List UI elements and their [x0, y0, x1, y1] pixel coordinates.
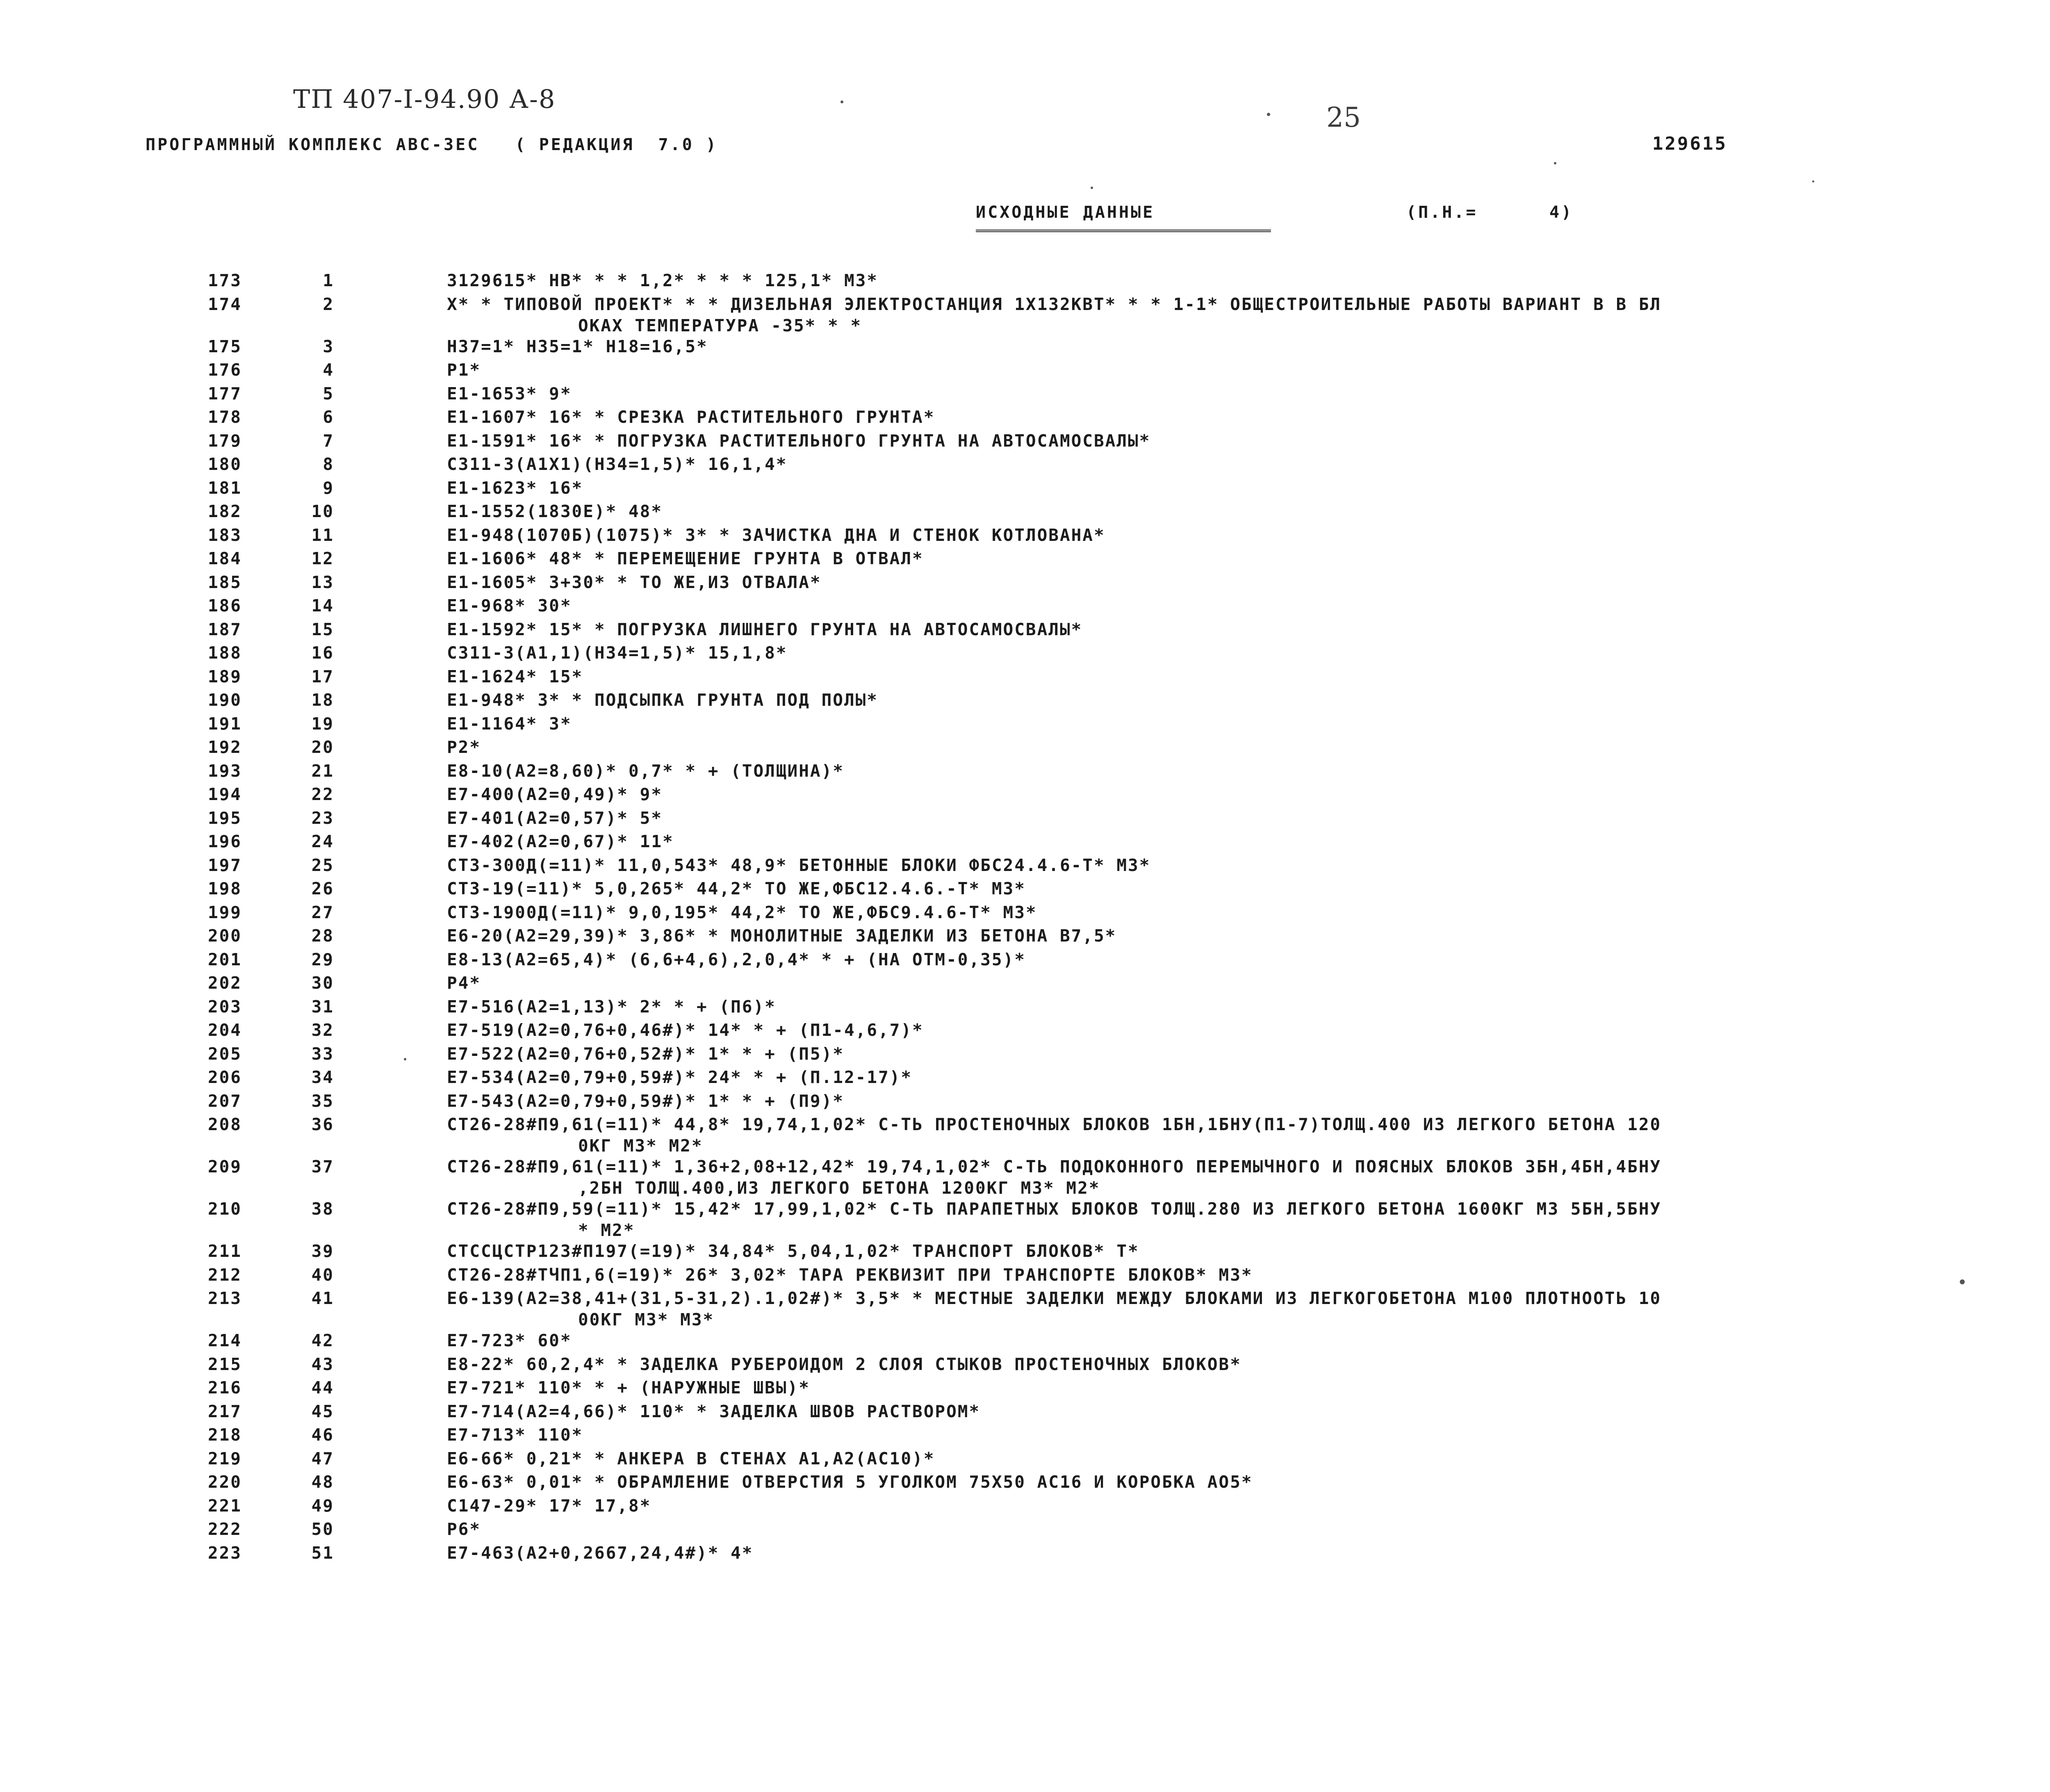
row-text-main: Р6*	[447, 1519, 481, 1539]
row-text-main: Е1-1552(1830Е)* 48*	[447, 502, 663, 521]
line-number: 193	[207, 761, 242, 781]
sequence-number: 33	[311, 1044, 334, 1064]
row-text	[447, 1157, 2050, 1198]
sequence-number: 23	[311, 808, 334, 828]
sequence-number: 2	[323, 294, 334, 314]
sequence-number: 20	[311, 737, 334, 757]
listing-row	[0, 1496, 2050, 1520]
listing-row	[0, 1331, 2050, 1354]
row-text-main: Х* * ТИПОВОЙ ПРОЕКТ* * * ДИЗЕЛЬНАЯ ЭЛЕКТРОСТАНЦИЯ 1Х132КВТ* * * 1-1* ОБЩЕСТРОИТЕЛЬНЫЕ РАБОТЫ ВАРИАНТ В В БЛ	[447, 294, 1662, 314]
row-text	[447, 407, 2050, 427]
row-text	[447, 454, 2050, 474]
sequence-number: 16	[311, 643, 334, 663]
row-text	[447, 620, 2050, 639]
row-text	[447, 1091, 2050, 1111]
line-number: 219	[207, 1448, 242, 1468]
sequence-number: 22	[311, 784, 334, 804]
row-text-main: С311-3(А1Х1)(Н34=1,5)* 16,1,4*	[447, 454, 788, 474]
program-header: ПРОГРАММНЫЙ КОМПЛЕКС АВС-ЗЕС ( РЕДАКЦИЯ 7.0 )	[146, 135, 718, 154]
row-text-main: Е7-534(А2=0,79+0,59#)* 24* * + (П.12-17)*	[447, 1067, 913, 1087]
listing-row	[0, 926, 2050, 950]
scan-speck	[1960, 1279, 1965, 1284]
row-text	[447, 1449, 2050, 1468]
line-number: 211	[207, 1241, 242, 1261]
listing-row	[0, 714, 2050, 738]
line-number: 184	[207, 549, 242, 568]
sequence-number: 27	[311, 902, 334, 922]
row-text	[447, 761, 2050, 781]
row-text	[447, 1519, 2050, 1539]
sequence-number: 6	[323, 407, 334, 427]
line-number: 185	[207, 572, 242, 592]
row-text-main: Е1-1624* 15*	[447, 666, 583, 686]
sequence-number: 41	[311, 1288, 334, 1308]
row-text	[447, 950, 2050, 969]
listing-row	[0, 271, 2050, 294]
listing-row	[0, 950, 2050, 974]
line-number: 186	[207, 596, 242, 616]
sequence-number: 11	[311, 525, 334, 545]
listing-row	[0, 384, 2050, 408]
row-text-main: Р2*	[447, 737, 481, 757]
row-text	[447, 549, 2050, 568]
row-text-main: Е1-948(1070Б)(1075)* 3* * ЗАЧИСТКА ДНА И СТЕНОК КОТЛОВАНА*	[447, 525, 1105, 545]
row-text-main: Е7-522(А2=0,76+0,52#)* 1* * + (П5)*	[447, 1044, 844, 1064]
listing-row	[0, 502, 2050, 525]
row-text-main: С147-29* 17* 17,8*	[447, 1496, 651, 1516]
row-text-main: СТ3-300Д(=11)* 11,0,543* 48,9* БЕТОННЫЕ БЛОКИ ФБС24.4.6-Т* М3*	[447, 855, 1151, 875]
row-text-main: Е8-13(А2=65,4)* (6,6+4,6),2,0,4* * + (НА ОТМ-0,35)*	[447, 949, 1026, 969]
line-number: 201	[207, 949, 242, 969]
sequence-number: 35	[311, 1091, 334, 1111]
row-text	[447, 1331, 2050, 1350]
listing-row	[0, 1449, 2050, 1473]
listing-row	[0, 690, 2050, 714]
row-text	[447, 1199, 2050, 1240]
listing-row	[0, 360, 2050, 384]
line-number: 208	[207, 1115, 242, 1134]
line-number: 218	[207, 1425, 242, 1445]
row-text	[447, 431, 2050, 451]
row-text	[447, 832, 2050, 851]
sequence-number: 36	[311, 1115, 334, 1134]
listing-row	[0, 294, 2050, 337]
row-text	[447, 1378, 2050, 1398]
row-text	[447, 1265, 2050, 1285]
row-text	[447, 690, 2050, 710]
line-number: 216	[207, 1378, 242, 1398]
row-text-main: Е7-713* 110*	[447, 1425, 583, 1445]
row-text	[447, 879, 2050, 898]
line-number: 213	[207, 1288, 242, 1308]
listing-row	[0, 855, 2050, 879]
sequence-number: 1	[323, 271, 334, 290]
row-text-main: СТ26-28#П9,61(=11)* 1,36+2,08+12,42* 19,74,1,02* С-ТЬ ПОДОКОННОГО ПЕРЕМЫЧНОГО И ПОЯСНЫХ БЛОКОВ 3БН,4БН,4БНУ	[447, 1157, 1662, 1176]
line-number: 222	[207, 1519, 242, 1539]
section-title-underline	[976, 230, 1271, 232]
listing-row	[0, 1472, 2050, 1496]
row-text	[447, 1496, 2050, 1516]
row-text-main: Е1-1592* 15* * ПОГРУЗКА ЛИШНЕГО ГРУНТА НА АВТОСАМОСВАЛЫ*	[447, 619, 1083, 639]
sequence-number: 18	[311, 690, 334, 710]
row-text-main: Е7-516(А2=1,13)* 2* * + (П6)*	[447, 996, 776, 1017]
row-text-continuation: * М2*	[578, 1220, 635, 1240]
line-number: 221	[207, 1496, 242, 1516]
row-text-main: СТ26-28#ТЧП1,6(=19)* 26* 3,02* ТАРА РЕКВИЗИТ ПРИ ТРАНСПОРТЕ БЛОКОВ* М3*	[447, 1265, 1253, 1285]
row-text-main: Е6-66* 0,21* * АНКЕРА В СТЕНАХ А1,А2(АС10)*	[447, 1448, 935, 1468]
line-number: 194	[207, 784, 242, 804]
row-text-main: Е1-1623* 16*	[447, 478, 583, 498]
row-text	[447, 1425, 2050, 1445]
row-text	[447, 1020, 2050, 1040]
row-text-main: Р4*	[447, 973, 481, 993]
row-text	[447, 667, 2050, 686]
listing-row	[0, 737, 2050, 761]
row-text	[447, 294, 2050, 335]
line-number: 203	[207, 996, 242, 1017]
line-number: 190	[207, 690, 242, 710]
scan-speck	[404, 1058, 406, 1060]
row-text-main: Е1-1591* 16* * ПОГРУЗКА РАСТИТЕЛЬНОГО ГРУНТА НА АВТОСАМОСВАЛЫ*	[447, 431, 1151, 451]
sequence-number: 14	[311, 596, 334, 616]
row-text-continuation: ОКАХ ТЕМПЕРАТУРА -35* * *	[578, 315, 862, 335]
listing-row	[0, 1091, 2050, 1115]
listing-row	[0, 407, 2050, 431]
sequence-number: 31	[311, 996, 334, 1017]
line-number: 196	[207, 832, 242, 851]
row-text-main: СТ26-28#П9,61(=11)* 44,8* 19,74,1,02* С-ТЬ ПРОСТЕНОЧНЫХ БЛОКОВ 1БН,1БНУ(П1-7)ТОЛЩ.400 ИЗ ЛЕГКОГО БЕТОНА 120	[447, 1115, 1662, 1134]
listing-row	[0, 973, 2050, 997]
line-number: 180	[207, 454, 242, 474]
sequence-number: 43	[311, 1354, 334, 1374]
listing-row	[0, 1067, 2050, 1091]
listing-row	[0, 1425, 2050, 1449]
sequence-number: 40	[311, 1265, 334, 1285]
line-number: 223	[207, 1543, 242, 1563]
sequence-number: 49	[311, 1496, 334, 1516]
row-text-main: Е1-1653* 9*	[447, 383, 572, 404]
scan-speck	[1812, 180, 1814, 182]
line-number: 210	[207, 1199, 242, 1219]
row-text-continuation: 00КГ М3* М3*	[578, 1310, 715, 1329]
row-text	[447, 855, 2050, 875]
row-text-main: Е1-968* 30*	[447, 596, 572, 616]
sequence-number: 15	[311, 619, 334, 639]
row-text-main: СТССЦСТР123#П197(=19)* 34,84* 5,04,1,02* ТРАНСПОРТ БЛОКОВ* Т*	[447, 1241, 1139, 1261]
row-text	[447, 1067, 2050, 1087]
listing-row	[0, 832, 2050, 855]
listing-row	[0, 761, 2050, 785]
row-text	[447, 1044, 2050, 1064]
listing-row	[0, 1241, 2050, 1265]
line-number: 188	[207, 643, 242, 663]
sequence-number: 17	[311, 666, 334, 686]
line-number: 187	[207, 619, 242, 639]
line-number: 209	[207, 1157, 242, 1176]
row-text-main: Е7-401(А2=0,57)* 5*	[447, 808, 663, 828]
row-text	[447, 1402, 2050, 1421]
row-text	[447, 997, 2050, 1017]
line-number: 207	[207, 1091, 242, 1111]
row-text	[447, 502, 2050, 521]
scan-speck	[1267, 113, 1270, 116]
document-reference: ТП 407-I-94.90 А-8	[293, 84, 556, 114]
section-reference: (П.Н.= 4)	[1406, 203, 1574, 222]
line-number: 204	[207, 1020, 242, 1040]
sequence-number: 38	[311, 1199, 334, 1219]
line-number: 192	[207, 737, 242, 757]
row-text-main: СТ26-28#П9,59(=11)* 15,42* 17,99,1,02* С-ТЬ ПАРАПЕТНЫХ БЛОКОВ ТОЛЩ.280 ИЗ ЛЕГКОГО БЕТОНА 1600КГ М3 5БН,5БНУ	[447, 1199, 1662, 1219]
listing-row	[0, 337, 2050, 360]
sequence-number: 28	[311, 926, 334, 946]
sequence-number: 37	[311, 1157, 334, 1176]
row-text	[447, 384, 2050, 404]
sequence-number: 13	[311, 572, 334, 592]
page-number: 25	[1326, 102, 1361, 133]
row-text-main: С311-3(А1,1)(Н34=1,5)* 15,1,8*	[447, 643, 788, 663]
listing-row	[0, 1020, 2050, 1044]
listing-rows	[0, 271, 2050, 1566]
sequence-number: 42	[311, 1331, 334, 1350]
estimate-code: 129615	[1652, 133, 1727, 154]
sequence-number: 7	[323, 431, 334, 451]
line-number: 181	[207, 478, 242, 498]
line-number: 217	[207, 1401, 242, 1421]
row-text	[447, 903, 2050, 922]
listing-row	[0, 549, 2050, 572]
sequence-number: 46	[311, 1425, 334, 1445]
row-text	[447, 478, 2050, 498]
line-number: 205	[207, 1044, 242, 1064]
sequence-number: 47	[311, 1448, 334, 1468]
line-number: 173	[207, 271, 242, 290]
row-text-main: Е6-139(А2=38,41+(31,5-31,2).1,02#)* 3,5* * МЕСТНЫЕ ЗАДЕЛКИ МЕЖДУ БЛОКАМИ ИЗ ЛЕГКОГОБЕТОНА М100 ПЛОТНООТЬ 10	[447, 1288, 1662, 1308]
listing-row	[0, 784, 2050, 808]
line-number: 212	[207, 1265, 242, 1285]
row-text	[447, 808, 2050, 828]
row-text-main: 3129615* НВ* * * 1,2* * * * 125,1* М3*	[447, 271, 878, 290]
listing-row	[0, 1402, 2050, 1425]
sequence-number: 8	[323, 454, 334, 474]
row-text	[447, 360, 2050, 380]
listing-row	[0, 1157, 2050, 1199]
line-number: 202	[207, 973, 242, 993]
listing-row	[0, 478, 2050, 502]
listing-row	[0, 525, 2050, 549]
row-text	[447, 926, 2050, 946]
row-text	[447, 1115, 2050, 1156]
line-number: 215	[207, 1354, 242, 1374]
line-number: 198	[207, 879, 242, 898]
sequence-number: 3	[323, 336, 334, 356]
scan-speck	[1091, 187, 1093, 189]
sequence-number: 9	[323, 478, 334, 498]
sequence-number: 39	[311, 1241, 334, 1261]
row-text-main: Е7-463(А2+0,2667,24,4#)* 4*	[447, 1543, 754, 1563]
row-text	[447, 337, 2050, 356]
listing-row	[0, 1519, 2050, 1543]
row-text	[447, 714, 2050, 734]
line-number: 177	[207, 383, 242, 404]
sequence-number: 45	[311, 1401, 334, 1421]
sequence-number: 25	[311, 855, 334, 875]
line-number: 174	[207, 294, 242, 314]
line-number: 214	[207, 1331, 242, 1350]
sequence-number: 19	[311, 714, 334, 734]
row-text	[447, 1241, 2050, 1261]
row-text-main: Е7-714(А2=4,66)* 110* * ЗАДЕЛКА ШВОВ РАСТВОРОМ*	[447, 1401, 981, 1421]
listing-row	[0, 1354, 2050, 1378]
row-text-main: Е6-63* 0,01* * ОБРАМЛЕНИЕ ОТВЕРСТИЯ 5 УГОЛКОМ 75Х50 АС16 И КОРОБКА АО5*	[447, 1472, 1253, 1492]
sequence-number: 4	[323, 360, 334, 380]
listing-row	[0, 997, 2050, 1021]
line-number: 197	[207, 855, 242, 875]
line-number: 179	[207, 431, 242, 451]
sequence-number: 44	[311, 1378, 334, 1398]
scan-speck	[840, 100, 843, 103]
line-number: 191	[207, 714, 242, 734]
row-text-main: Н37=1* Н35=1* Н18=16,5*	[447, 336, 708, 356]
sequence-number: 26	[311, 879, 334, 898]
row-text-main: СТ3-19(=11)* 5,0,265* 44,2* ТО ЖЕ,ФБС12.4.6.-Т* М3*	[447, 879, 1026, 898]
listing-row	[0, 1288, 2050, 1331]
line-number: 182	[207, 502, 242, 521]
listing-row	[0, 808, 2050, 832]
section-title: ИСХОДНЫЕ ДАННЫЕ	[976, 203, 1155, 222]
line-number: 200	[207, 926, 242, 946]
listing-row	[0, 667, 2050, 691]
listing-row	[0, 903, 2050, 926]
row-text-main: Е1-1607* 16* * СРЕЗКА РАСТИТЕЛЬНОГО ГРУНТА*	[447, 407, 935, 427]
line-number: 176	[207, 360, 242, 380]
sequence-number: 5	[323, 383, 334, 404]
row-text-main: Е7-721* 110* * + (НАРУЖНЫЕ ШВЫ)*	[447, 1378, 810, 1398]
row-text	[447, 271, 2050, 290]
row-text	[447, 596, 2050, 616]
row-text-continuation: ,2БН ТОЛЩ.400,ИЗ ЛЕГКОГО БЕТОНА 1200КГ М3* М2*	[578, 1178, 1100, 1198]
listing-row	[0, 620, 2050, 643]
row-text-main: Е7-400(А2=0,49)* 9*	[447, 784, 663, 804]
row-text-main: Е1-1164* 3*	[447, 714, 572, 734]
sequence-number: 34	[311, 1067, 334, 1087]
row-text	[447, 572, 2050, 592]
row-text-main: Е8-10(А2=8,60)* 0,7* * + (ТОЛЩИНА)*	[447, 761, 844, 781]
sequence-number: 24	[311, 832, 334, 851]
row-text-main: Е6-20(А2=29,39)* 3,86* * МОНОЛИТНЫЕ ЗАДЕЛКИ ИЗ БЕТОНА В7,5*	[447, 926, 1117, 946]
listing-row	[0, 1115, 2050, 1157]
line-number: 178	[207, 407, 242, 427]
row-text	[447, 1472, 2050, 1492]
line-number: 175	[207, 336, 242, 356]
row-text-main: Е8-22* 60,2,4* * ЗАДЕЛКА РУБЕРОИДОМ 2 СЛОЯ СТЫКОВ ПРОСТЕНОЧНЫХ БЛОКОВ*	[447, 1354, 1241, 1374]
listing-row	[0, 572, 2050, 596]
scan-speck	[1554, 162, 1556, 164]
line-number: 189	[207, 666, 242, 686]
sequence-number: 32	[311, 1020, 334, 1040]
sequence-number: 50	[311, 1519, 334, 1539]
row-text	[447, 525, 2050, 545]
row-text	[447, 1354, 2050, 1374]
row-text-main: Р1*	[447, 360, 481, 380]
listing-row	[0, 454, 2050, 478]
sequence-number: 30	[311, 973, 334, 993]
line-number: 206	[207, 1067, 242, 1087]
listing-row	[0, 1378, 2050, 1402]
row-text-main: Е1-1605* 3+30* * ТО ЖЕ,ИЗ ОТВАЛА*	[447, 572, 822, 592]
row-text	[447, 1288, 2050, 1329]
sequence-number: 10	[311, 502, 334, 521]
row-text-main: Е1-1606* 48* * ПЕРЕМЕЩЕНИЕ ГРУНТА В ОТВАЛ*	[447, 549, 924, 568]
row-text-main: Е7-543(А2=0,79+0,59#)* 1* * + (П9)*	[447, 1091, 844, 1111]
row-text-main: Е7-723* 60*	[447, 1331, 572, 1350]
sequence-number: 21	[311, 761, 334, 781]
row-text-main: Е1-948* 3* * ПОДСЫПКА ГРУНТА ПОД ПОЛЫ*	[447, 690, 878, 710]
row-text-main: СТ3-1900Д(=11)* 9,0,195* 44,2* ТО ЖЕ,ФБС9.4.6-Т* М3*	[447, 902, 1037, 922]
line-number: 183	[207, 525, 242, 545]
listing-row	[0, 431, 2050, 455]
row-text-main: Е7-519(А2=0,76+0,46#)* 14* * + (П1-4,6,7)*	[447, 1020, 924, 1040]
listing-row	[0, 596, 2050, 620]
line-number: 199	[207, 902, 242, 922]
sequence-number: 48	[311, 1472, 334, 1492]
row-text	[447, 1543, 2050, 1563]
row-text	[447, 973, 2050, 993]
sequence-number: 51	[311, 1543, 334, 1563]
listing-row	[0, 643, 2050, 667]
line-number: 220	[207, 1472, 242, 1492]
row-text	[447, 737, 2050, 757]
listing-row	[0, 1199, 2050, 1241]
row-text	[447, 784, 2050, 804]
row-text-continuation: 0КГ М3* М2*	[578, 1136, 703, 1156]
row-text-main: Е7-402(А2=0,67)* 11*	[447, 832, 674, 851]
listing-row	[0, 1044, 2050, 1068]
row-text	[447, 643, 2050, 663]
sequence-number: 12	[311, 549, 334, 568]
sequence-number: 29	[311, 949, 334, 969]
listing-row	[0, 879, 2050, 903]
listing-row	[0, 1265, 2050, 1289]
listing-row	[0, 1543, 2050, 1567]
line-number: 195	[207, 808, 242, 828]
